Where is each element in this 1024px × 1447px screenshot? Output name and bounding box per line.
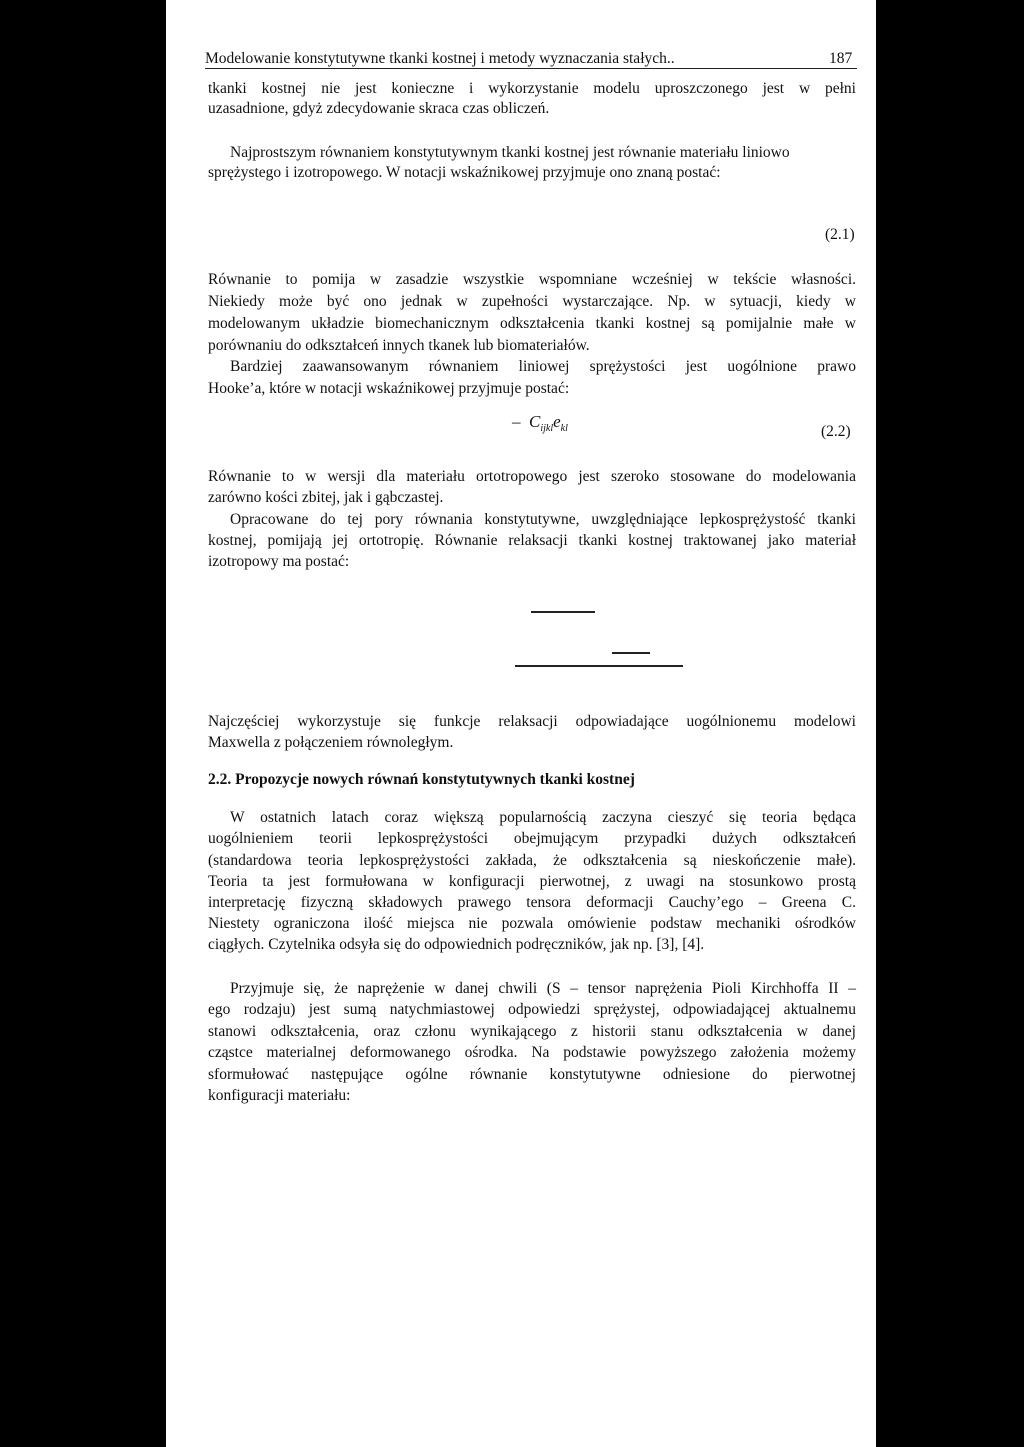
paragraph-line: interpretację fizyczną składowych prawego tensora deformacji Cauchy’ego – Greena C. bbox=[208, 894, 856, 911]
paragraph-line: Hooke’a, które w notacji wskaźnikowej przyjmuje postać: bbox=[208, 380, 570, 397]
paragraph-line: Najprostszym równaniem konstytutywnym tkanki kostnej jest równanie materiału liniowo bbox=[230, 144, 790, 161]
paragraph-line: modelowanym układzie biomechanicznym odkształcenia tkanki kostnej są pomijalnie małe w bbox=[208, 315, 856, 332]
fraction-bar bbox=[612, 652, 650, 654]
paragraph-line: Teoria ta jest formułowana w konfiguracji pierwotnej, z uwagi na stosunkowo prostą bbox=[208, 873, 856, 890]
paragraph-line: uzasadnione, gdyż zdecydowanie skraca czas obliczeń. bbox=[208, 100, 550, 117]
section-title: Propozycje nowych równań konstytutywnych tkanki kostnej bbox=[235, 771, 635, 788]
paragraph-line: ciągłych. Czytelnika odsyła się do odpowiednich podręczników, jak np. [3], [4]. bbox=[208, 936, 705, 953]
eq-e-sub: kl bbox=[560, 423, 568, 434]
paragraph-line: izotropowy ma postać: bbox=[208, 553, 350, 570]
fraction-bar bbox=[531, 611, 595, 613]
section-number: 2.2. bbox=[208, 771, 232, 788]
paragraph-line: konfiguracji materiału: bbox=[208, 1087, 351, 1104]
paragraph-line: uogólnieniem teorii lepkosprężystości obejmującym przypadki dużych odkształceń bbox=[208, 830, 856, 847]
paragraph-line: W ostatnich latach coraz większą popularnością zaczyna cieszyć się teoria będąca bbox=[230, 809, 856, 826]
paragraph-line: (standardowa teoria lepkosprężystości zakłada, że odkształcenia są nieskończenie małe). bbox=[208, 852, 856, 869]
eq-c-sub: ijkl bbox=[540, 423, 554, 434]
header-title: Modelowanie konstytutywne tkanki kostnej i metody wyznaczania stałych.. bbox=[205, 50, 675, 67]
paragraph-line: ego rodzaju) jest sumą natychmiastowej odpowiedzi sprężystej, odpowiadającej aktualnemu bbox=[208, 1001, 856, 1018]
paragraph-line: zarówno kości zbitej, jak i gąbczastej. bbox=[208, 489, 444, 506]
equation-2-2 bbox=[512, 412, 568, 432]
paragraph-line: sformułować następujące ogólne równanie konstytutywne odniesione do pierwotnej bbox=[208, 1066, 856, 1083]
paragraph-line: kostnej, pomijają jej ortotropię. Równanie relaksacji tkanki kostnej traktowanej jako materiał bbox=[208, 532, 856, 549]
equation-number: (2.2) bbox=[821, 423, 851, 440]
fraction-bar bbox=[515, 665, 683, 667]
paragraph-line: cząstce materialnej deformowanego ośrodka. Na podstawie powyższego założenia możemy bbox=[208, 1044, 856, 1061]
paragraph-line: Przyjmuje się, że naprężenie w danej chwili (S – tensor naprężenia Pioli Kirchhoffa II – bbox=[230, 980, 856, 997]
eq-e: e bbox=[553, 412, 561, 431]
eq-c: C bbox=[529, 412, 541, 431]
page-number: 187 bbox=[829, 50, 853, 67]
eq-dash: – bbox=[512, 412, 521, 431]
equation-number: (2.1) bbox=[825, 226, 855, 243]
paragraph-line: Najczęściej wykorzystuje się funkcje relaksacji odpowiadające uogólnionemu modelowi bbox=[208, 713, 856, 730]
paragraph-line: stanowi odkształcenia, oraz członu wynikającego z historii stanu odkształcenia w danej bbox=[208, 1023, 856, 1040]
paragraph-line: tkanki kostnej nie jest konieczne i wykorzystanie modelu uproszczonego jest w pełni bbox=[208, 80, 856, 97]
paragraph-line: Opracowane do tej pory równania konstytutywne, uwzględniające lepkosprężystość tkanki bbox=[230, 511, 856, 528]
paragraph-line: Maxwella z połączeniem równoległym. bbox=[208, 734, 454, 751]
paragraph-line: Niestety ograniczona ilość miejsca nie pozwala omówienie podstaw mechaniki ośrodków bbox=[208, 915, 856, 932]
paragraph-line: porównaniu do odkształceń innych tkanek lub biomateriałów. bbox=[208, 337, 590, 354]
paragraph-line: Niekiedy może być ono jednak w zupełności wystarczające. Np. w sytuacji, kiedy w bbox=[208, 293, 856, 310]
paragraph-line: sprężystego i izotropowego. W notacji wskaźnikowej przyjmuje ono znaną postać: bbox=[208, 164, 721, 181]
paragraph-line: Równanie to pomija w zasadzie wszystkie wspomniane wcześniej w tekście własności. bbox=[208, 271, 856, 288]
section-heading bbox=[208, 770, 635, 790]
paragraph-line: Równanie to w wersji dla materiału ortotropowego jest szeroko stosowane do modelowania bbox=[208, 468, 856, 485]
header-rule bbox=[205, 68, 857, 69]
paragraph-line: Bardziej zaawansowanym równaniem liniowej sprężystości jest uogólnione prawo bbox=[230, 358, 856, 375]
running-header bbox=[205, 50, 675, 68]
